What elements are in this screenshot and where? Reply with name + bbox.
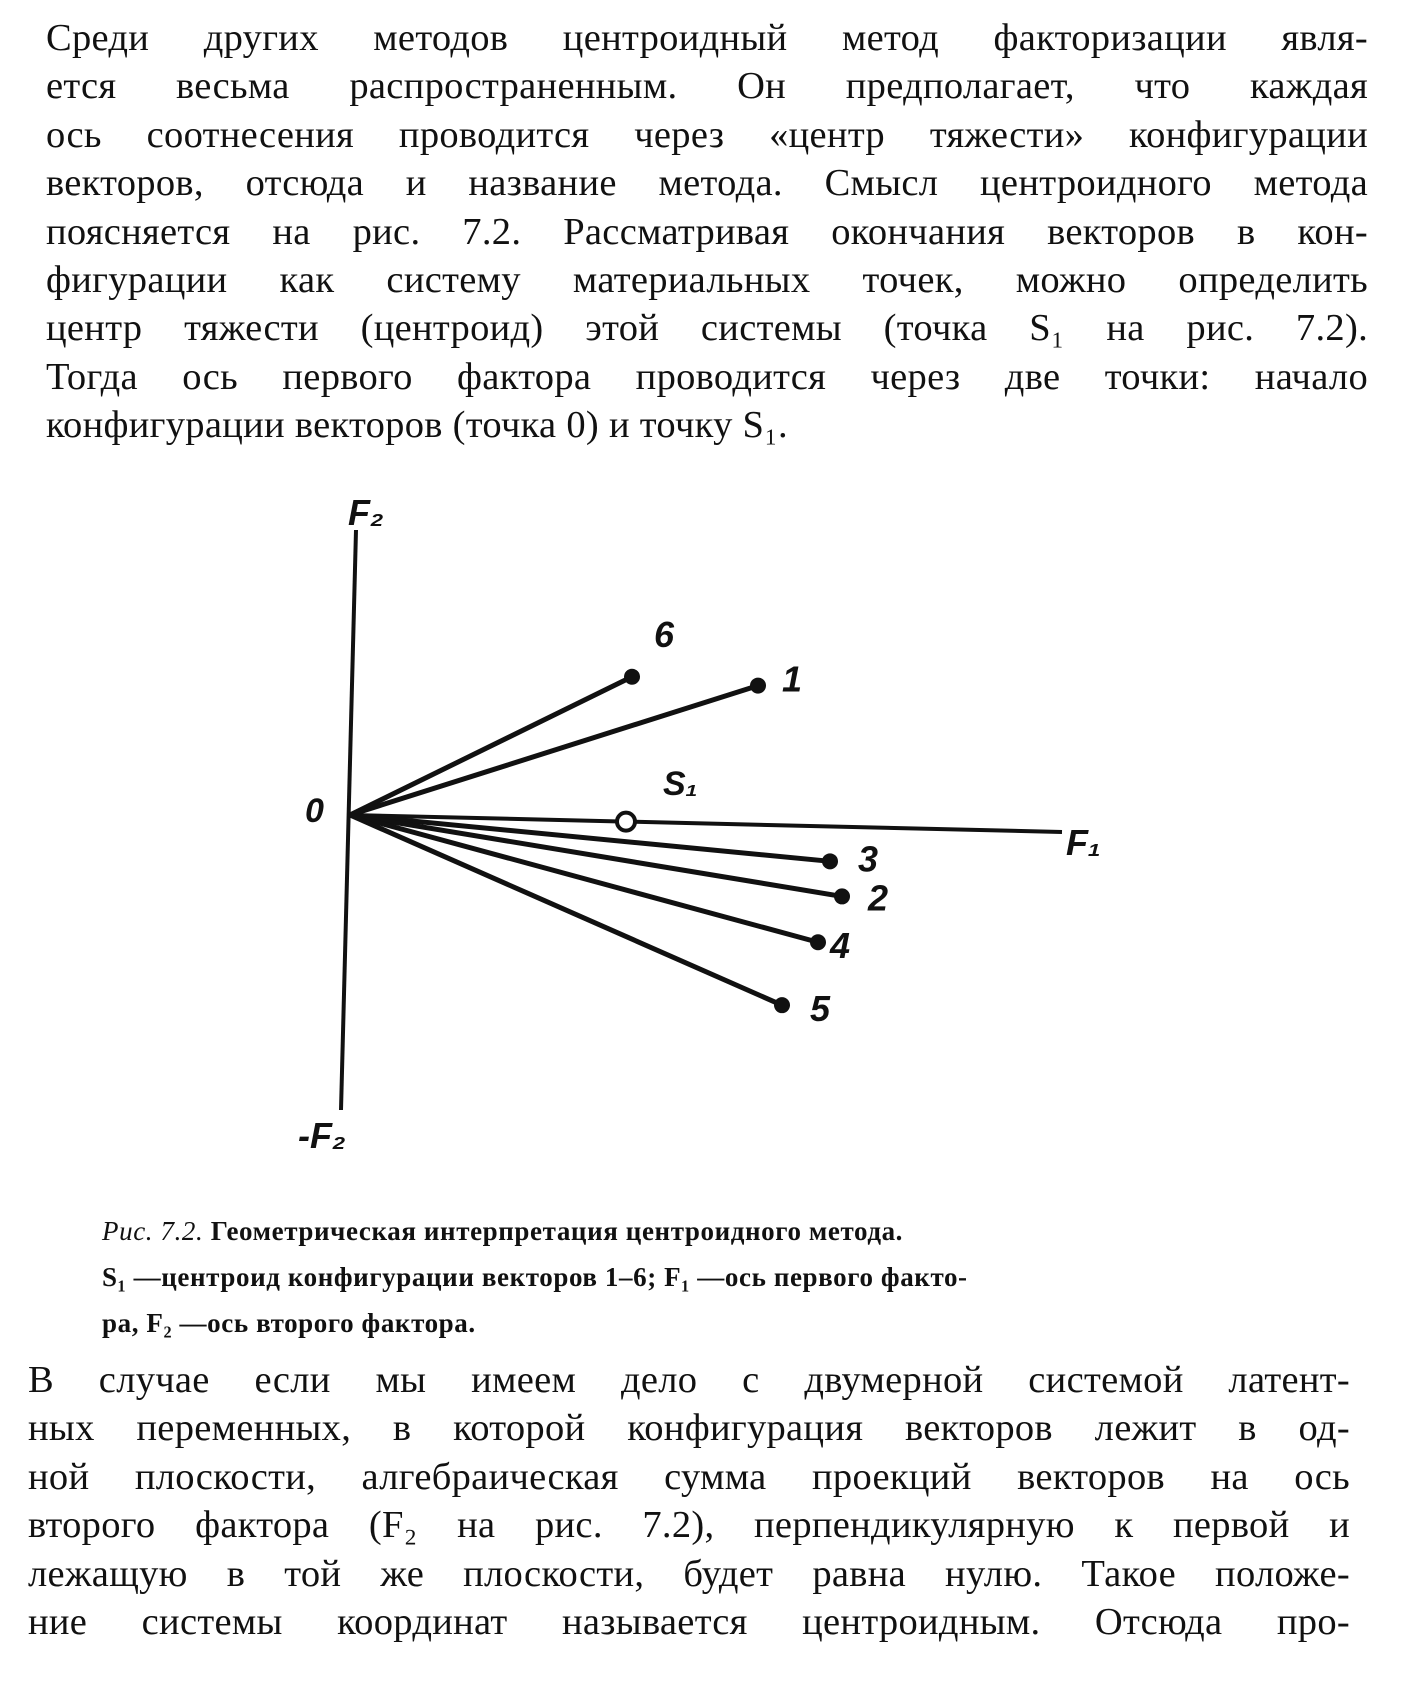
vector-endpoint-1: [750, 678, 766, 694]
vector-endpoint-3: [822, 853, 838, 869]
vector-label-2: 2: [868, 877, 889, 919]
figure-caption: [102, 1208, 1294, 1346]
f1-right-label: F₁: [1066, 822, 1101, 863]
centroid-diagram: [0, 470, 1401, 1210]
vector-endpoint-5: [774, 997, 790, 1013]
paragraph-line: ной плоскости, алгебраическая сумма проекций векторов на ось: [28, 1455, 1350, 1498]
paragraph-bottom: [28, 1356, 1350, 1646]
vector-line-5: [350, 815, 782, 1005]
paragraph-line: ние системы координат называется центроидным. Отсюда про-: [28, 1601, 1350, 1644]
paragraph-line: поясняется на рис. 7.2. Рассматривая окончания векторов в кон-: [46, 210, 1368, 253]
caption-line-1: [102, 1208, 1294, 1254]
paragraph-line: ось соотнесения проводится через «центр тяжести» конфигурации: [46, 113, 1368, 156]
vector-label-1: 1: [782, 658, 803, 700]
paragraph-line: центр тяжести (центроид) этой системы (точка S₁ на рис. 7.2).: [46, 307, 1368, 350]
vector-endpoint-4: [810, 934, 826, 950]
figure-7-2: [0, 470, 1401, 1210]
vector-label-4: 4: [830, 925, 851, 967]
paragraph-line: фигурации как систему материальных точек, можно определить: [46, 259, 1368, 302]
f2-axis: [341, 530, 356, 1110]
paragraph-line: второго фактора (F₂ на рис. 7.2), перпендикулярную к первой и: [28, 1504, 1350, 1547]
paragraph-line: ется весьма распространенным. Он предполагает, что каждая: [46, 65, 1368, 108]
f2-top-label: F₂: [348, 492, 384, 533]
vector-label-3: 3: [858, 838, 879, 880]
paragraph-top: [46, 14, 1368, 450]
paragraph-line: В случае если мы имеем дело с двумерной системой латент-: [28, 1359, 1350, 1401]
f2-bottom-label: -F₂: [298, 1115, 346, 1156]
vector-endpoint-2: [834, 888, 850, 904]
paragraph-line: векторов, отсюда и название метода. Смысл центроидного метода: [46, 162, 1368, 205]
paragraph-line: Тогда ось первого фактора проводится через две точки: начало: [46, 355, 1368, 398]
vector-endpoint-6: [624, 669, 640, 685]
paragraph-line: конфигурации векторов (точка 0) и точку S₁.: [46, 404, 788, 447]
paragraph-line: ных переменных, в которой конфигурация векторов лежит в од-: [28, 1407, 1350, 1450]
origin-label: 0: [305, 792, 324, 830]
paragraph-line: Среди других методов центроидный метод факторизации явля-: [46, 17, 1368, 59]
caption-title: Геометрическая интерпретация центроидного метода.: [203, 1216, 904, 1246]
paragraph-line: лежащую в той же плоскости, будет равна нулю. Такое положе-: [28, 1552, 1350, 1595]
vector-label-5: 5: [810, 988, 831, 1030]
centroid-label: S₁: [663, 765, 698, 803]
vector-label-6: 6: [654, 613, 675, 655]
vector-line-6: [350, 677, 632, 815]
caption-label: Рис. 7.2.: [102, 1216, 204, 1246]
centroid-point: [617, 813, 635, 831]
vectors-layer: [350, 614, 888, 1029]
caption-line-2: S₁ —центроид конфигурации векторов 1–6; F₁ —ось первого факто-: [102, 1262, 968, 1292]
caption-line-3: ра, F₂ —ось второго фактора.: [102, 1308, 476, 1338]
